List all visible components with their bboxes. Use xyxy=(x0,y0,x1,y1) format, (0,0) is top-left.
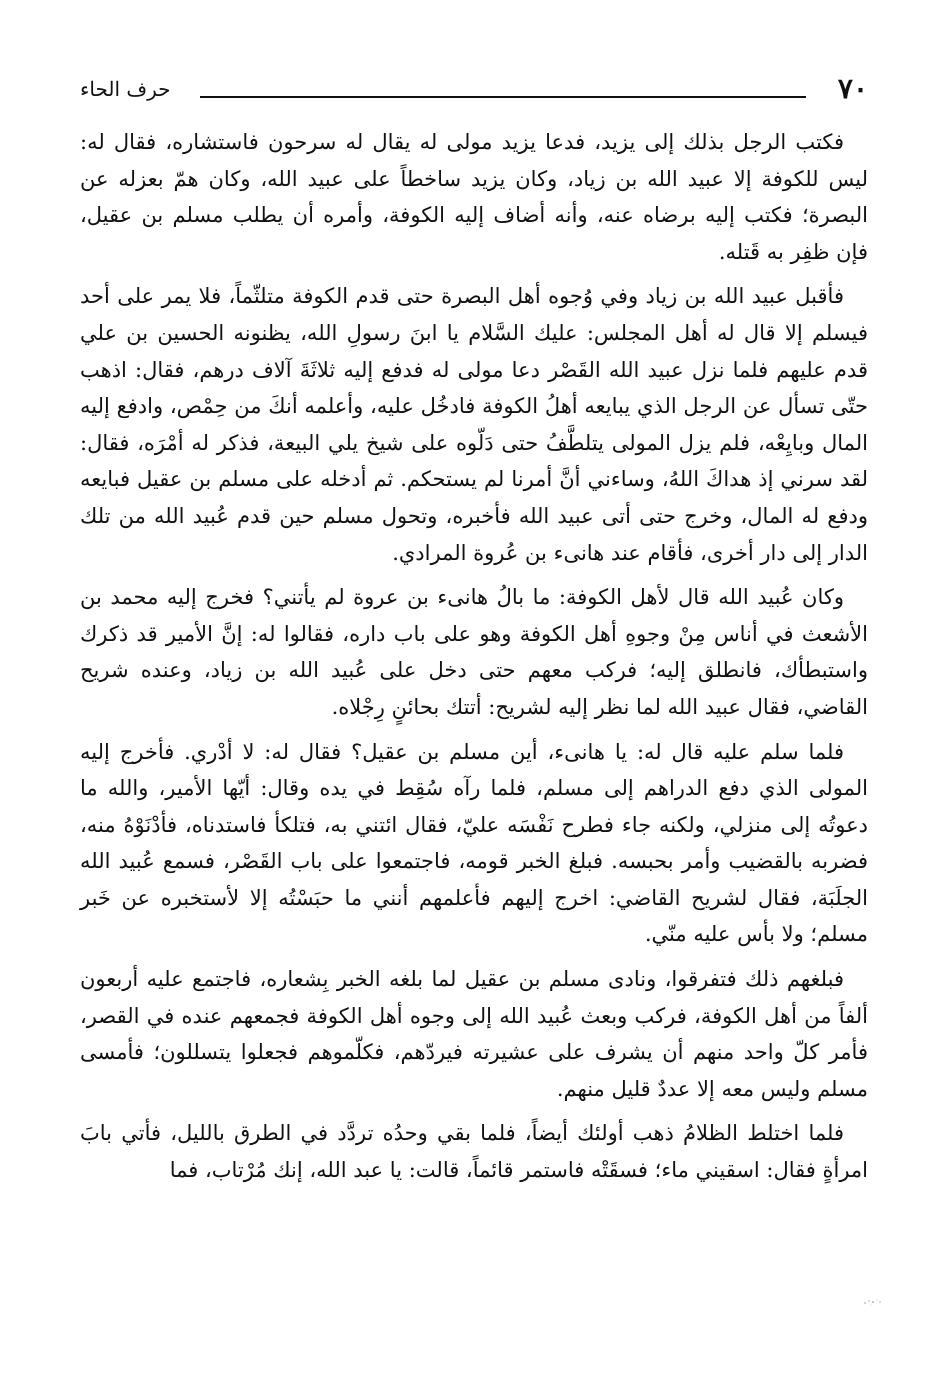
paragraph: فأقبل عبيد الله بن زياد وفي وُجوه أهل البصرة حتى قدم الكوفة متلثّماً، فلا يمر على أحد فيسلم إلا قال له أهل المجلس: عليك السَّلام يا ابنَ رسولِ الله، يظنونه الحسين بن علي قدم عليهم فلما نزل عبيد الله القَصْر دعا مولى له فدفع إليه ثلاثَةَ آلاف درهم، فقال: اذهب حتّى تسأل عن الرجل الذي يبايعه أهلُ الكوفة فادخُل عليه، وأعلمه أنكَ من حِمْص، وادفع إليه المال وبايِعْه، فلم يزل المولى يتلطَّفُ حتى دَلّوه على شيخ يلي البيعة، فذكر له أمْرَه، فقال: لقد سرني إذ هداكَ اللهُ، وساءني أنَّ أمرنا لم يستحكم. ثم أدخله على مسلم بن عقيل فبايعه ودفع له المال، وخرج حتى أتى عبيد الله فأخبره، وتحول مسلم حين قدم عُبيد الله من تلك الدار إلى دار أخرى، فأقام عند هانىء بن عُروة المرادي. xyxy=(80,284,868,565)
scan-noise-mark xyxy=(862,1296,884,1308)
paragraph: فلما اختلط الظلامُ ذهب أولئك أيضاً، فلما بقي وحدُه تردَّد في الطرق بالليل، فأتي بابَ امرأةٍ فقال: اسقيني ماء؛ فسقَتْه فاستمر قائماً، قالت: يا عبد الله، إنك مُرْتاب، فما xyxy=(80,1121,868,1183)
paragraph: وكان عُبيد الله قال لأهل الكوفة: ما بالُ هانىء بن عروة لم يأتني؟ فخرج إليه محمد بن الأشعث في أناس مِنْ وجوهِ أهل الكوفة وهو على باب داره، فقالوا له: إنَّ الأمير قد ذكرك واستبطأك، فانطلق إليه؛ فركب معهم حتى دخل على عُبيد الله بن زياد، وعنده شريح القاضي، فقال عبيد الله لما نظر إليه لشريح: أتتك بحائنٍ رِجْلاه. xyxy=(80,585,868,719)
page-number: ٧٠ xyxy=(837,72,868,105)
page-header xyxy=(80,72,868,112)
paragraph: فلما سلم عليه قال له: يا هانىء، أين مسلم بن عقيل؟ فقال له: لا أدْري. فأخرج إليه المولى الذي دفع الدراهم إلى مسلم، فلما رآه سُقِط في يده وقال: أيّها الأمير، والله ما دعوتُه إلى منزلي، ولكنه جاء فطرح نَفْسَه عليّ، فقال ائتني به، فتلكأ فاستدناه، فأدْنَوْهُ منه، فضربه بالقضيب وأمر بحبسه. فبلغ الخبر قومه، فاجتمعوا على باب القَصْر، فسمع عُبيد الله الجلَبَة، فقال لشريح القاضي: اخرج إليهم فأعلمهم أنني ما حبَسْتُه إلا لأستخبره عن خَبر مسلم؛ ولا بأس عليه منّي. xyxy=(80,739,868,947)
header-rule xyxy=(200,96,806,98)
paragraph: فبلغهم ذلك فتفرقوا، ونادى مسلم بن عقيل لما بلغه الخبر بِشعاره، فاجتمع عليه أربعون ألفاً من أهل الكوفة، فركب وبعث عُبيد الله إلى وجوه أهل الكوفة فجمعهم عنده في القصر، فأمر كلّ واحد منهم أن يشرف على عشيرته فيردّهم، فكلّموهم فجعلوا يتسللون؛ فأمسى مسلم وليس معه إلا عددٌ قليل منهم. xyxy=(80,967,868,1101)
paragraph: فكتب الرجل بذلك إلى يزيد، فدعا يزيد مولى له يقال له سرحون فاستشاره، فقال له: ليس للكوفة إلا عبيد الله بن زياد، وكان يزيد ساخطاً على عبيد الله، وكان همّ بعزله عن البصرة؛ فكتب إليه برضاه عنه، وأنه أضاف إليه الكوفة، وأمره أن يطلب مسلم بن عقيل، فإن ظفِر به قَتله. xyxy=(80,130,868,264)
chapter-title: حرف الحاء xyxy=(80,77,171,101)
body-text xyxy=(80,124,868,1197)
